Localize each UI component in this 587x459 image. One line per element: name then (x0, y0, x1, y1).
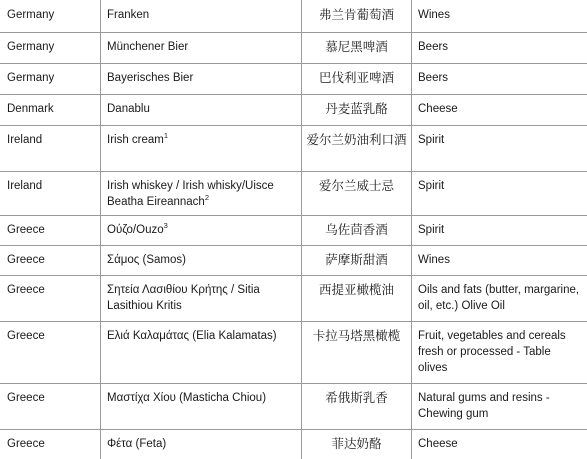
product-name: Münchener Bier (107, 41, 188, 53)
product-name-cell (101, 276, 302, 322)
country-cell: Ireland (1, 126, 101, 172)
chinese-name-cell: 爱尔兰奶油利口酒 (302, 126, 412, 172)
product-name-cell (101, 384, 302, 430)
category-cell: Oils and fats (butter, margarine, oil, etc.) Olive Oil (412, 276, 587, 322)
category-cell: Spirit (412, 126, 587, 172)
country-cell: Denmark (1, 95, 101, 126)
chinese-name-cell: 巴伐利亚啤酒 (302, 64, 412, 95)
table-row (1, 276, 587, 322)
chinese-name-cell: 希俄斯乳香 (302, 384, 412, 430)
country-cell: Greece (1, 322, 101, 384)
country-cell: Germany (1, 64, 101, 95)
table-row (1, 33, 587, 64)
product-name-cell (101, 33, 302, 64)
table-row (1, 126, 587, 172)
product-name-cell (101, 64, 302, 95)
table-row (1, 172, 587, 216)
product-name-cell (101, 430, 302, 459)
category-cell: Natural gums and resins - Chewing gum (412, 384, 587, 430)
product-name: Franken (107, 9, 149, 21)
table-body (1, 1, 587, 459)
chinese-name-cell: 西提亚橄榄油 (302, 276, 412, 322)
table-row (1, 64, 587, 95)
product-name: Irish cream (107, 134, 164, 146)
product-name: Σάμος (Samos) (107, 254, 186, 266)
footnote-marker: 2 (205, 193, 209, 202)
chinese-name-cell: 弗兰肯葡萄酒 (302, 1, 412, 33)
product-name: Μαστίχα Χίου (Masticha Chiou) (107, 392, 266, 404)
country-cell: Germany (1, 1, 101, 33)
country-cell: Ireland (1, 172, 101, 216)
product-name-cell (101, 216, 302, 246)
country-cell: Greece (1, 430, 101, 459)
category-cell: Fruit, vegetables and cereals fresh or processed - Table olives (412, 322, 587, 384)
table-row (1, 322, 587, 384)
country-cell: Greece (1, 384, 101, 430)
product-name-cell (101, 322, 302, 384)
table-row (1, 384, 587, 430)
table-row (1, 246, 587, 276)
product-name-line2: Beatha Eireannach (107, 196, 205, 208)
chinese-name-cell: 乌佐茴香酒 (302, 216, 412, 246)
category-cell: Wines (412, 246, 587, 276)
chinese-name-cell: 爱尔兰威士忌 (302, 172, 412, 216)
product-name: Ελιά Καλαμάτας (Elia Kalamatas) (107, 330, 277, 342)
table-row (1, 95, 587, 126)
table-row (1, 216, 587, 246)
footnote-marker: 1 (164, 131, 168, 140)
category-cell: Cheese (412, 430, 587, 459)
chinese-name-cell: 菲达奶酪 (302, 430, 412, 459)
category-cell: Wines (412, 1, 587, 33)
table-row (1, 430, 587, 459)
product-name-cell (101, 172, 302, 216)
chinese-name-cell: 萨摩斯甜酒 (302, 246, 412, 276)
product-name: Ούζο/Ouzo (107, 224, 164, 236)
product-name-cell (101, 126, 302, 172)
product-name-cell (101, 246, 302, 276)
product-name: Φέτα (Feta) (107, 438, 166, 450)
product-name-cell (101, 95, 302, 126)
chinese-name-cell: 卡拉马塔黑橄榄 (302, 322, 412, 384)
category-cell: Spirit (412, 216, 587, 246)
product-name-cell (101, 1, 302, 33)
product-name: Danablu (107, 103, 150, 115)
category-cell: Beers (412, 64, 587, 95)
table-row (1, 1, 587, 33)
country-cell: Greece (1, 216, 101, 246)
category-cell: Spirit (412, 172, 587, 216)
category-cell: Cheese (412, 95, 587, 126)
footnote-marker: 3 (164, 221, 168, 230)
product-name: Bayerisches Bier (107, 72, 193, 84)
product-name: Irish whiskey / Irish whisky/Uisce (107, 180, 274, 192)
country-cell: Germany (1, 33, 101, 64)
country-cell: Greece (1, 276, 101, 322)
chinese-name-cell: 丹麦蓝乳酪 (302, 95, 412, 126)
country-cell: Greece (1, 246, 101, 276)
product-name: Σητεία Λασιθίου Κρήτης / Sitia Lasithiou Kritis (107, 284, 260, 312)
category-cell: Beers (412, 33, 587, 64)
chinese-name-cell: 慕尼黑啤酒 (302, 33, 412, 64)
